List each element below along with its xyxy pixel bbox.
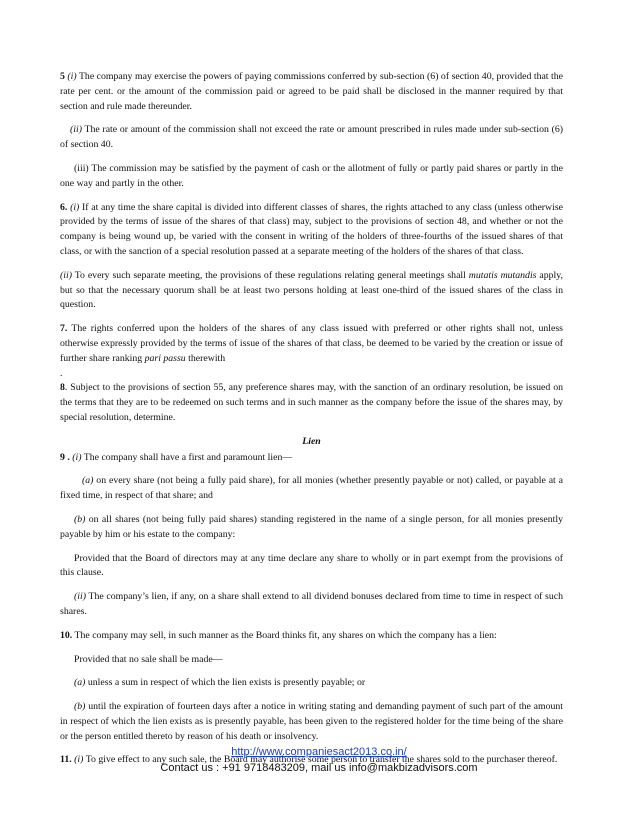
clause-9-b (60, 513, 563, 543)
footer-website-link[interactable]: http://www.companiesact2013.co.in/ (231, 746, 407, 758)
clause-9-i (60, 451, 563, 466)
sub-clause-marker: (ii) (70, 124, 82, 136)
clause-text: therewith (185, 352, 226, 364)
clause-number: 10. (60, 629, 73, 641)
clause-9-proviso (60, 552, 563, 582)
clause-text: The company shall have a first and paramount lien— (81, 451, 293, 463)
clause-10 (60, 629, 563, 644)
sub-clause-marker: (ii) (74, 591, 86, 603)
clause-text: To give effect to any such sale, the Board may authorise some person to transfer the shares sold to the purchaser thereof. (83, 754, 558, 766)
clause-number: 5 (60, 71, 65, 82)
clause-6-i (60, 201, 563, 260)
clause-5-iii (60, 162, 563, 192)
document-body (60, 70, 563, 777)
clause-number: 11. (60, 754, 72, 766)
sub-clause-marker: (i) (67, 71, 77, 82)
sub-clause-marker: (i) (70, 201, 80, 213)
stray-period: . (60, 367, 63, 379)
clause-10-proviso (60, 653, 563, 668)
clause-number: 6. (60, 201, 68, 213)
clause-7 (60, 322, 563, 381)
clause-text: The company may exercise the powers of paying commissions conferred by sub-section (6) of section 40, provided that the rate per cent. or the amount of the commission paid or agreed to be paid shall be disclosed in the manner required by that section and rule made thereunder. (60, 71, 563, 112)
latin-phrase: mutatis mutandis (468, 269, 537, 281)
clause-text: If at any time the share capital is divided into different classes of shares, the rights attached to any class (unless otherwise provided by the terms of issue of the shares of that class) may, subject to the provisions of section 48, and whether or not the company is being wound up, be varied with the consent in writing of the holders of three-fourths of the issued shares of that class, or with the sanction of a special resolution passed at a separate meeting of the holders of the shares of that class. (60, 201, 564, 257)
sub-clause-marker: (i) (72, 451, 82, 463)
clause-text: apply, but so that the necessary quorum shall be at least two persons holding at least one-third of the issued shares of the class in question. (60, 269, 563, 311)
item-marker: (b) (74, 701, 86, 713)
clause-9-ii (60, 590, 563, 620)
clause-text: until the expiration of fourteen days after a notice in writing stating and demanding payment of such part of the amount in respect of which the lien exists as is presently payable, has been given to the registered holder for the time being of the share or the person entitled thereto by reason of his death or insolvency. (60, 701, 563, 742)
clause-text: on all shares (not being fully paid shares) standing registered in the name of a single person, for all monies presently payable by him or his estate to the company: (60, 513, 563, 540)
clause-text: Provided that the Board of directors may at any time declare any share to wholly or in part exempt from the provisions of this clause. (60, 552, 563, 579)
clause-text: To every such separate meeting, the provisions of these regulations relating general meetings shall (71, 269, 469, 281)
item-marker: (a) (74, 677, 86, 689)
clause-text: The company’s lien, if any, on a share shall extend to all dividend bonuses declared from time to time in respect of such shares. (60, 591, 563, 617)
section-heading-lien (60, 435, 563, 450)
clause-text: The company may sell, in such manner as the Board thinks fit, any shares on which the company has a lien: (72, 629, 497, 641)
clause-number: 8 (60, 382, 65, 394)
sub-clause-marker: (ii) (60, 269, 72, 281)
sub-clause-marker: (i) (74, 754, 84, 766)
clause-5-i (60, 70, 563, 114)
clause-10-a (60, 676, 563, 691)
clause-5-ii (60, 123, 563, 153)
clause-number: 7. (60, 323, 68, 335)
clause-text: Provided that no sale shall be made— (74, 653, 223, 665)
sub-clause-marker: (iii) (74, 162, 89, 174)
clause-number: 9 . (60, 451, 70, 463)
item-marker: (b) (74, 513, 86, 525)
footer-contact-info: Contact us : +91 9718483209, mail us info@makbizadvisors.com (160, 762, 478, 774)
clause-text: The rate or amount of the commission shall not exceed the rate or amount prescribed in rules made under sub-section (6) of section 40. (60, 124, 563, 151)
clause-10-b (60, 700, 563, 744)
heading-text: Lien (302, 435, 321, 447)
clause-8 (60, 381, 563, 425)
item-marker: (a) (82, 475, 94, 487)
clause-text: The rights conferred upon the holders of the shares of any class issued with preferred or other rights shall not, unless otherwise expressly provided by the terms of issue of the shares of that class, be deemed to be varied by the creation or issue of further share ranking (60, 323, 563, 364)
clause-text: . Subject to the provisions of section 55, any preference shares may, with the sanction of an ordinary resolution, be issued on the terms that they are to be redeemed on such terms and in such manner as the company before the issue of the shares may, by special resolution, determine. (60, 382, 563, 423)
clause-6-ii (60, 269, 563, 313)
clause-text: unless a sum in respect of which the lien exists is presently payable; or (85, 677, 366, 689)
clause-9-a (60, 474, 563, 504)
clause-text: on every share (not being a fully paid share), for all monies (whether presently payable or not) called, or payable at a fixed time, in respect of that share; and (60, 475, 563, 502)
clause-text: The commission may be satisfied by the payment of cash or the allotment of fully or partly paid shares or partly in the one way and partly in the other. (60, 162, 563, 189)
latin-phrase: pari passu (144, 352, 186, 364)
